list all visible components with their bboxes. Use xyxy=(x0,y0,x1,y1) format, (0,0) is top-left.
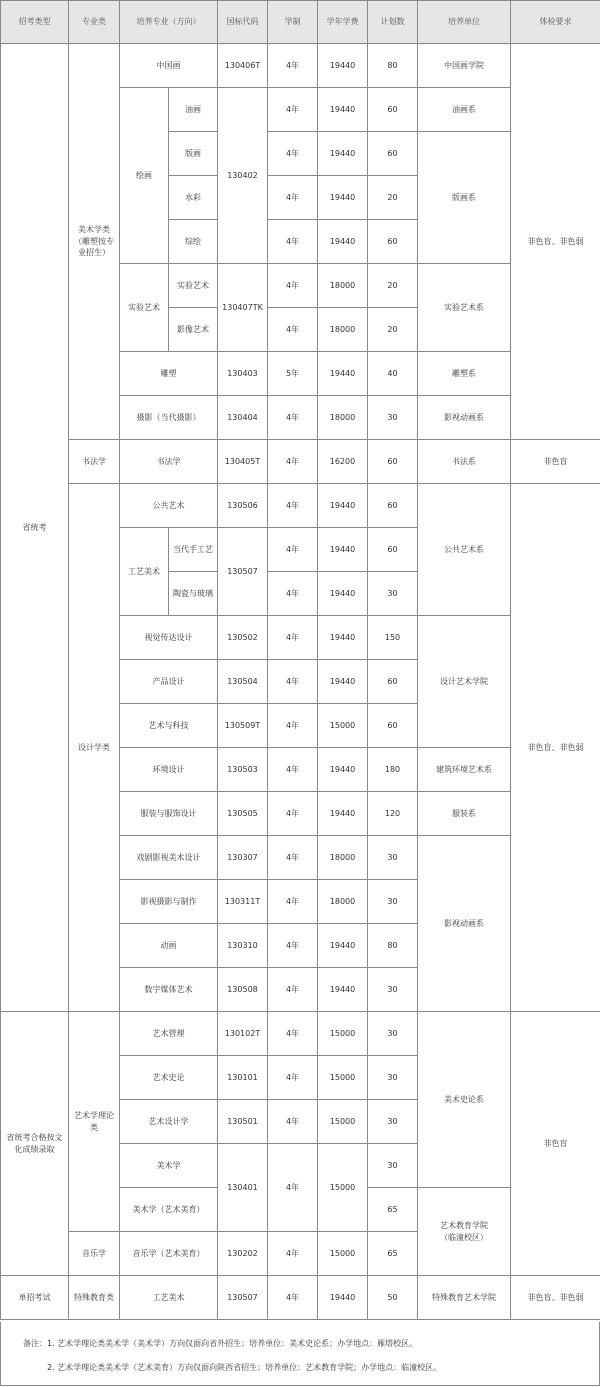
major-cell: 油画 xyxy=(169,88,218,132)
major-cell: 服装与服饰设计 xyxy=(120,792,218,836)
years-cell: 4年 xyxy=(268,1276,318,1320)
major-cell: 视觉传达设计 xyxy=(120,616,218,660)
fee-cell: 19440 xyxy=(318,220,368,264)
major-cell: 美术学 xyxy=(120,1144,218,1188)
plan-cell: 60 xyxy=(368,88,418,132)
header-exam-type: 招考类型 xyxy=(1,1,69,44)
major-cell: 影视摄影与制作 xyxy=(120,880,218,924)
health-cell: 非色盲、非色弱 xyxy=(511,44,600,440)
table-row xyxy=(1,440,600,484)
code-cell: 130407TK xyxy=(218,264,268,352)
years-cell: 4年 xyxy=(268,220,318,264)
code-cell: 130508 xyxy=(218,968,268,1012)
plan-cell: 30 xyxy=(368,1144,418,1188)
years-cell: 4年 xyxy=(268,924,318,968)
code-cell: 130307 xyxy=(218,836,268,880)
category-cell: 特殊教育类 xyxy=(69,1276,120,1320)
years-cell: 4年 xyxy=(268,1232,318,1276)
code-cell: 130102T xyxy=(218,1012,268,1056)
major-cell: 书法学 xyxy=(120,440,218,484)
years-cell: 4年 xyxy=(268,264,318,308)
plan-cell: 60 xyxy=(368,528,418,572)
exam-type-label: 省统考合格按文化成绩录取 xyxy=(6,1132,63,1154)
unit-cell: 公共艺术系 xyxy=(418,484,511,616)
note-2: 2. 艺术学理论类美术学（艺术美育）方向仅面向陕西省招生；培养单位：艺术教育学院；办学地点：临潼校区。 xyxy=(47,1363,442,1372)
fee-cell: 19440 xyxy=(318,968,368,1012)
sub-category-cell: 实验艺术 xyxy=(120,264,169,352)
header-fee: 学年学费 xyxy=(318,1,368,44)
fee-cell: 18000 xyxy=(318,396,368,440)
years-cell: 4年 xyxy=(268,44,318,88)
fee-cell: 18000 xyxy=(318,264,368,308)
unit-cell: 实验艺术系 xyxy=(418,264,511,352)
unit-cell: 雕塑系 xyxy=(418,352,511,396)
code-cell: 130310 xyxy=(218,924,268,968)
fee-cell: 19440 xyxy=(318,924,368,968)
years-cell: 4年 xyxy=(268,704,318,748)
fee-cell: 19440 xyxy=(318,660,368,704)
unit-cell: 美术史论系 xyxy=(418,1012,511,1188)
plan-cell: 60 xyxy=(368,440,418,484)
fee-cell: 16200 xyxy=(318,440,368,484)
unit-cell: 服装系 xyxy=(418,792,511,836)
exam-type-cell: 单招考试 xyxy=(1,1276,69,1320)
sub-category-cell: 工艺美术 xyxy=(120,528,169,616)
code-cell: 130505 xyxy=(218,792,268,836)
category-cell xyxy=(69,44,120,440)
category-cell: 音乐学 xyxy=(69,1232,120,1276)
major-cell: 公共艺术 xyxy=(120,484,218,528)
years-cell: 4年 xyxy=(268,1144,318,1232)
plan-cell: 80 xyxy=(368,924,418,968)
years-cell: 4年 xyxy=(268,748,318,792)
category-label: 美术学类（雕塑按专业招生） xyxy=(74,225,114,258)
plan-cell: 180 xyxy=(368,748,418,792)
plan-cell: 150 xyxy=(368,616,418,660)
plan-cell: 60 xyxy=(368,484,418,528)
fee-cell: 15000 xyxy=(318,704,368,748)
table-row xyxy=(1,44,600,88)
fee-cell: 19440 xyxy=(318,132,368,176)
years-cell: 4年 xyxy=(268,572,318,616)
years-cell: 4年 xyxy=(268,176,318,220)
years-cell: 4年 xyxy=(268,308,318,352)
health-cell: 非色盲、非色弱 xyxy=(511,484,600,1012)
health-cell: 非色盲 xyxy=(511,440,600,484)
unit-cell xyxy=(418,1188,511,1276)
years-cell: 4年 xyxy=(268,88,318,132)
fee-cell: 19440 xyxy=(318,616,368,660)
fee-cell: 15000 xyxy=(318,1144,368,1232)
years-cell: 4年 xyxy=(268,1056,318,1100)
major-cell: 影像艺术 xyxy=(169,308,218,352)
major-cell: 美术学（艺术美育） xyxy=(120,1188,218,1232)
plan-cell: 50 xyxy=(368,1276,418,1320)
major-cell: 陶瓷与玻璃 xyxy=(169,572,218,616)
fee-cell: 19440 xyxy=(318,792,368,836)
years-cell: 4年 xyxy=(268,396,318,440)
health-cell: 非色盲、非色弱 xyxy=(511,1276,600,1320)
code-cell: 130506 xyxy=(218,484,268,528)
years-cell: 4年 xyxy=(268,132,318,176)
fee-cell: 19440 xyxy=(318,88,368,132)
exam-type-cell: 省统考 xyxy=(1,44,69,1012)
fee-cell: 19440 xyxy=(318,484,368,528)
code-cell: 130501 xyxy=(218,1100,268,1144)
code-cell: 130507 xyxy=(218,528,268,616)
plan-cell: 30 xyxy=(368,880,418,924)
unit-cell: 中国画学院 xyxy=(418,44,511,88)
plan-cell: 20 xyxy=(368,176,418,220)
code-cell: 130101 xyxy=(218,1056,268,1100)
major-cell: 数字媒体艺术 xyxy=(120,968,218,1012)
table-row xyxy=(1,1012,600,1056)
code-cell: 130406T xyxy=(218,44,268,88)
plan-cell: 30 xyxy=(368,1100,418,1144)
header-years: 学制 xyxy=(268,1,318,44)
major-cell: 艺术与科技 xyxy=(120,704,218,748)
unit-cell: 设计艺术学院 xyxy=(418,616,511,748)
plan-cell: 30 xyxy=(368,968,418,1012)
fee-cell: 18000 xyxy=(318,308,368,352)
header-category: 专业类 xyxy=(69,1,120,44)
header-code: 国标代码 xyxy=(218,1,268,44)
years-cell: 4年 xyxy=(268,616,318,660)
unit-cell: 油画系 xyxy=(418,88,511,132)
plan-cell: 60 xyxy=(368,220,418,264)
plan-cell: 30 xyxy=(368,572,418,616)
major-cell: 工艺美术 xyxy=(120,1276,218,1320)
years-cell: 4年 xyxy=(268,1100,318,1144)
fee-cell: 19440 xyxy=(318,748,368,792)
major-cell: 艺术史论 xyxy=(120,1056,218,1100)
major-cell: 音乐学（艺术美育） xyxy=(120,1232,218,1276)
plan-cell: 60 xyxy=(368,704,418,748)
header-unit: 培养单位 xyxy=(418,1,511,44)
years-cell: 4年 xyxy=(268,1012,318,1056)
code-cell: 130404 xyxy=(218,396,268,440)
plan-cell: 80 xyxy=(368,44,418,88)
plan-cell: 30 xyxy=(368,1012,418,1056)
fee-cell: 19440 xyxy=(318,528,368,572)
fee-cell: 15000 xyxy=(318,1100,368,1144)
unit-cell: 版画系 xyxy=(418,132,511,264)
code-cell: 130503 xyxy=(218,748,268,792)
unit-cell: 影视动画系 xyxy=(418,836,511,1012)
years-cell: 4年 xyxy=(268,484,318,528)
major-cell: 雕塑 xyxy=(120,352,218,396)
plan-cell: 30 xyxy=(368,836,418,880)
header-health: 体检要求 xyxy=(511,1,600,44)
plan-cell: 65 xyxy=(368,1188,418,1232)
years-cell: 4年 xyxy=(268,660,318,704)
plan-cell: 40 xyxy=(368,352,418,396)
major-cell: 当代手工艺 xyxy=(169,528,218,572)
category-cell: 设计学类 xyxy=(69,484,120,1012)
years-cell: 4年 xyxy=(268,440,318,484)
header-row xyxy=(1,1,600,44)
category-cell xyxy=(69,1012,120,1232)
unit-cell: 影视动画系 xyxy=(418,396,511,440)
code-cell: 130401 xyxy=(218,1144,268,1232)
major-cell: 水彩 xyxy=(169,176,218,220)
fee-cell: 19440 xyxy=(318,352,368,396)
fee-cell: 19440 xyxy=(318,176,368,220)
major-cell: 摄影（当代摄影） xyxy=(120,396,218,440)
table-row xyxy=(1,1276,600,1320)
major-cell: 艺术设计学 xyxy=(120,1100,218,1144)
years-cell: 4年 xyxy=(268,836,318,880)
code-cell: 130405T xyxy=(218,440,268,484)
major-cell: 版画 xyxy=(169,132,218,176)
plan-cell: 120 xyxy=(368,792,418,836)
plan-cell: 60 xyxy=(368,132,418,176)
code-cell: 130311T xyxy=(218,880,268,924)
major-cell: 戏剧影视美术设计 xyxy=(120,836,218,880)
category-label: 艺术学理论类 xyxy=(74,1110,114,1132)
years-cell: 4年 xyxy=(268,968,318,1012)
fee-cell: 15000 xyxy=(318,1056,368,1100)
code-cell: 130507 xyxy=(218,1276,268,1320)
plan-cell: 20 xyxy=(368,264,418,308)
years-cell: 5年 xyxy=(268,352,318,396)
fee-cell: 19440 xyxy=(318,44,368,88)
code-cell: 130403 xyxy=(218,352,268,396)
notes-box xyxy=(0,1322,600,1386)
major-cell: 综绘 xyxy=(169,220,218,264)
sub-category-cell: 绘画 xyxy=(120,88,169,264)
header-major: 培养专业（方向） xyxy=(120,1,218,44)
plan-cell: 65 xyxy=(368,1232,418,1276)
note-1: 备注：1. 艺术学理论类美术学（美术学）方向仅面向省外招生；培养单位：美术史论系；办学地点：雁塔校区。 xyxy=(23,1339,418,1348)
unit-cell: 书法系 xyxy=(418,440,511,484)
unit-cell: 建筑环境艺术系 xyxy=(418,748,511,792)
fee-cell: 15000 xyxy=(318,1232,368,1276)
code-cell: 130504 xyxy=(218,660,268,704)
plan-cell: 20 xyxy=(368,308,418,352)
fee-cell: 18000 xyxy=(318,836,368,880)
code-cell: 130402 xyxy=(218,88,268,264)
major-cell: 艺术管理 xyxy=(120,1012,218,1056)
years-cell: 4年 xyxy=(268,880,318,924)
unit-label: 艺术教育学院（临潼校区） xyxy=(440,1220,488,1242)
health-cell: 非色盲 xyxy=(511,1012,600,1276)
code-cell: 130502 xyxy=(218,616,268,660)
major-cell: 中国画 xyxy=(120,44,218,88)
years-cell: 4年 xyxy=(268,792,318,836)
category-cell: 书法学 xyxy=(69,440,120,484)
fee-cell: 18000 xyxy=(318,880,368,924)
code-cell: 130202 xyxy=(218,1232,268,1276)
years-cell: 4年 xyxy=(268,528,318,572)
plan-cell: 30 xyxy=(368,396,418,440)
unit-cell: 特殊教育艺术学院 xyxy=(418,1276,511,1320)
header-plan: 计划数 xyxy=(368,1,418,44)
major-cell: 动画 xyxy=(120,924,218,968)
plan-cell: 60 xyxy=(368,660,418,704)
fee-cell: 19440 xyxy=(318,1276,368,1320)
exam-type-cell xyxy=(1,1012,69,1276)
table-row xyxy=(1,484,600,528)
code-cell: 130509T xyxy=(218,704,268,748)
fee-cell: 15000 xyxy=(318,1012,368,1056)
major-cell: 环境设计 xyxy=(120,748,218,792)
major-cell: 产品设计 xyxy=(120,660,218,704)
fee-cell: 19440 xyxy=(318,572,368,616)
plan-cell: 30 xyxy=(368,1056,418,1100)
major-cell: 实验艺术 xyxy=(169,264,218,308)
